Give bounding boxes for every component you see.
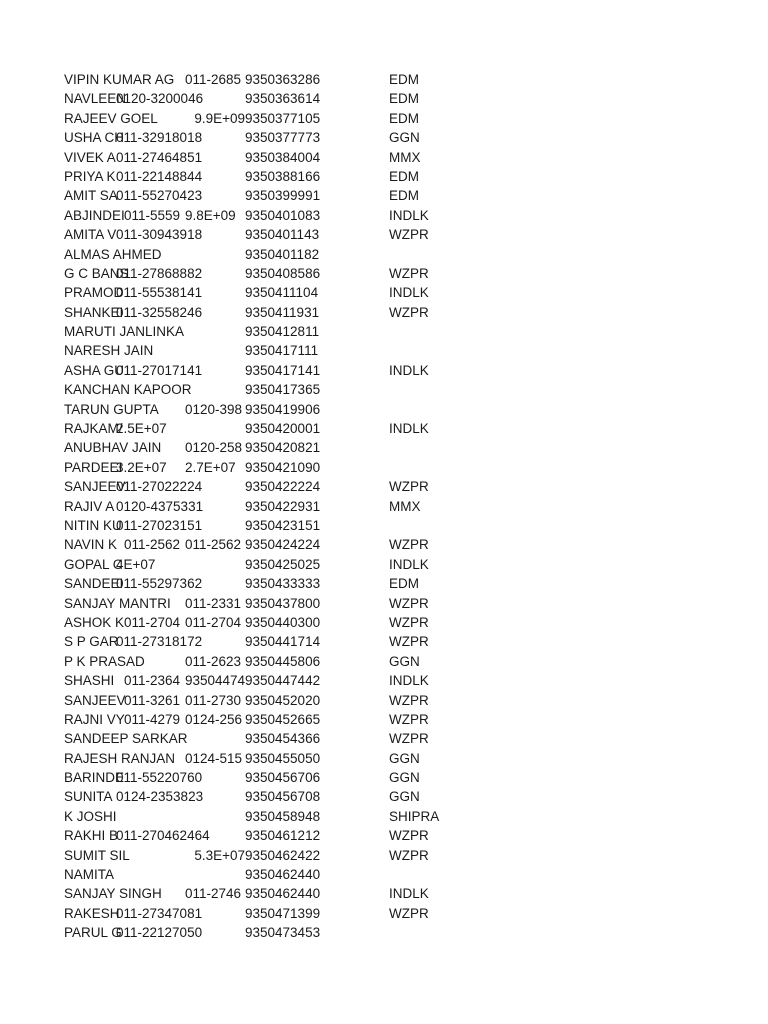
table-row — [0, 884, 768, 903]
area-cell: WZPR — [389, 905, 429, 921]
table-row — [0, 904, 768, 923]
phone-cell: 0124-2353823 — [116, 789, 204, 805]
table-row — [0, 148, 768, 167]
table-row — [0, 574, 768, 593]
mobile-cell: 9350377105 — [245, 110, 321, 126]
mobile-cell: 9350424224 — [245, 537, 321, 553]
name-cell: S P GAR — [64, 634, 119, 650]
mobile-cell: 9350399991 — [245, 188, 321, 204]
area-cell: WZPR — [389, 479, 429, 495]
name-cell: ABJINDEI — [64, 207, 125, 223]
table-row — [0, 535, 768, 554]
name-cell: K JOSHI — [64, 808, 117, 824]
name-cell: G C BANS — [64, 265, 129, 281]
name-cell: AMITA V — [64, 227, 117, 243]
mobile-cell: 9350433333 — [245, 576, 321, 592]
phone-cell: 011-2704 — [124, 614, 181, 630]
phone-alt-cell: 011-2730 — [185, 692, 242, 708]
name-cell: RAJIV A — [64, 498, 115, 514]
name-cell: P K PRASAD — [64, 653, 145, 669]
phone-cell: 011-27347081 — [116, 905, 203, 921]
name-cell: SANDEEP SARKAR — [64, 731, 188, 747]
name-cell: KANCHAN KAPOOR — [64, 382, 192, 398]
table-row — [0, 89, 768, 108]
area-cell: WZPR — [389, 692, 429, 708]
phone-cell: 011-55220760 — [116, 770, 203, 786]
mobile-cell: 9350462440 — [245, 867, 321, 883]
table-row — [0, 555, 768, 574]
phone-cell: 0120-4375331 — [116, 498, 204, 514]
name-cell: AMIT SA — [64, 188, 118, 204]
mobile-cell: 9350445806 — [245, 653, 321, 669]
name-cell: TARUN GUPTA — [64, 401, 159, 417]
table-row — [0, 846, 768, 865]
table-row — [0, 361, 768, 380]
mobile-cell: 9350456706 — [245, 770, 321, 786]
area-cell: EDM — [389, 110, 419, 126]
table-row — [0, 613, 768, 632]
area-cell: WZPR — [389, 227, 429, 243]
phone-cell: 5.3E+07 — [194, 847, 245, 863]
area-cell: WZPR — [389, 828, 429, 844]
name-cell: PRIYA K — [64, 168, 116, 184]
mobile-cell: 9350401143 — [245, 227, 320, 243]
phone-cell: 011-27318172 — [116, 634, 203, 650]
table-row — [0, 787, 768, 806]
table-row — [0, 671, 768, 690]
area-cell: INDLK — [389, 207, 429, 223]
name-cell: SHASHI — [64, 673, 115, 689]
phone-alt-cell: 011-2704 — [185, 614, 242, 630]
mobile-cell: 9350384004 — [245, 149, 321, 165]
phone-cell: 011-55297362 — [116, 576, 203, 592]
area-cell: GGN — [389, 130, 420, 146]
name-cell: RAJESH RANJAN — [64, 750, 176, 766]
phone-cell: 011-27464851 — [116, 149, 203, 165]
table-row — [0, 264, 768, 283]
mobile-cell: 9350377773 — [245, 130, 321, 146]
phone-alt-cell: 2.7E+07 — [185, 459, 236, 475]
table-row — [0, 458, 768, 477]
name-cell: NAVIN K — [64, 537, 118, 553]
phone-alt-cell: 93504474 — [185, 673, 245, 689]
name-cell: PARDEEI — [64, 459, 123, 475]
name-cell: ASHOK K — [64, 614, 125, 630]
phone-cell: 011-2331 — [185, 595, 242, 611]
phone-cell: 011-3261 — [124, 692, 181, 708]
area-cell: MMX — [389, 498, 421, 514]
area-cell: GGN — [389, 789, 420, 805]
area-cell: WZPR — [389, 265, 429, 281]
mobile-cell: 9350423151 — [245, 517, 321, 533]
table-row — [0, 167, 768, 186]
name-cell: PARUL G — [64, 925, 122, 941]
mobile-cell: 9350401182 — [245, 246, 320, 262]
mobile-cell: 9350401083 — [245, 207, 321, 223]
area-cell: MMX — [389, 149, 421, 165]
table-row — [0, 400, 768, 419]
mobile-cell: 9350363614 — [245, 91, 321, 107]
area-cell: INDLK — [389, 421, 429, 437]
phone-alt-cell: 011-2562 — [185, 537, 242, 553]
name-cell: RAJKAM/ — [64, 421, 123, 437]
mobile-cell: 9350462422 — [245, 847, 321, 863]
mobile-cell: 9350447442 — [245, 673, 321, 689]
name-cell: SANJAY SINGH — [64, 886, 162, 902]
area-cell: WZPR — [389, 304, 429, 320]
name-cell: NAMITA — [64, 867, 114, 883]
mobile-cell: 9350417111 — [245, 343, 319, 359]
area-cell: SHIPRA — [389, 808, 440, 824]
phone-cell: 011-32918018 — [116, 130, 203, 146]
phone-alt-cell: 0124-256 — [185, 711, 243, 727]
table-row — [0, 865, 768, 884]
phone-cell: 011-32558246 — [116, 304, 203, 320]
area-cell: WZPR — [389, 847, 429, 863]
mobile-cell: 9350412811 — [245, 324, 320, 340]
table-row — [0, 497, 768, 516]
table-row — [0, 322, 768, 341]
phone-cell: 011-2562 — [124, 537, 181, 553]
table-row — [0, 245, 768, 264]
mobile-cell: 9350417365 — [245, 382, 321, 398]
name-cell: BARINDE — [64, 770, 125, 786]
mobile-cell: 9350420001 — [245, 421, 321, 437]
area-cell: WZPR — [389, 537, 429, 553]
phone-cell: 011-2623 — [185, 653, 242, 669]
mobile-cell: 9350458948 — [245, 808, 321, 824]
table-row — [0, 710, 768, 729]
table-row — [0, 225, 768, 244]
phone-cell: 0120-398 — [185, 401, 243, 417]
area-cell: EDM — [389, 576, 419, 592]
table-row — [0, 206, 768, 225]
name-cell: RAKHI B — [64, 828, 119, 844]
table-row — [0, 826, 768, 845]
name-cell: SUMIT SIL — [64, 847, 130, 863]
mobile-cell: 9350411931 — [245, 304, 320, 320]
mobile-cell: 9350452665 — [245, 711, 321, 727]
phone-cell: 011-5559 — [124, 207, 181, 223]
mobile-cell: 9350425025 — [245, 556, 321, 572]
mobile-cell: 9350417141 — [245, 362, 321, 378]
phone-cell: 4E+07 — [116, 556, 156, 572]
name-cell: NAVLEEN — [64, 91, 127, 107]
name-cell: RAJEEV GOEL — [64, 110, 158, 126]
area-cell: WZPR — [389, 634, 429, 650]
area-cell: WZPR — [389, 731, 429, 747]
phone-cell: 3.2E+07 — [116, 459, 167, 475]
area-cell: EDM — [389, 168, 419, 184]
name-cell: MARUTI JANLINKA — [64, 324, 185, 340]
name-cell: VIVEK A — [64, 149, 116, 165]
mobile-cell: 9350437800 — [245, 595, 321, 611]
mobile-cell: 9350456708 — [245, 789, 321, 805]
mobile-cell: 9350422931 — [245, 498, 321, 514]
phone-cell: 011-27017141 — [116, 362, 203, 378]
table-row — [0, 109, 768, 128]
name-cell: GOPAL C — [64, 556, 123, 572]
name-cell: SANJAY MANTRI — [64, 595, 171, 611]
phone-cell: 011-22148844 — [116, 168, 203, 184]
table-row — [0, 283, 768, 302]
phone-cell: 011-55270423 — [116, 188, 203, 204]
table-row — [0, 691, 768, 710]
mobile-cell: 9350455050 — [245, 750, 321, 766]
table-row — [0, 419, 768, 438]
name-cell: SANJEEV — [64, 692, 126, 708]
area-cell: WZPR — [389, 614, 429, 630]
phone-cell: 011-22127050 — [116, 925, 203, 941]
phone-cell: 011-27022224 — [116, 479, 203, 495]
phone-cell: 011-27023151 — [116, 517, 203, 533]
area-cell: INDLK — [389, 285, 429, 301]
table-row — [0, 341, 768, 360]
mobile-cell: 9350454366 — [245, 731, 321, 747]
table-row — [0, 768, 768, 787]
name-cell: NARESH JAIN — [64, 343, 154, 359]
table-row — [0, 729, 768, 748]
mobile-cell: 9350388166 — [245, 168, 321, 184]
table-row — [0, 923, 768, 942]
name-cell: SUNITA — [64, 789, 113, 805]
table-row — [0, 594, 768, 613]
area-cell: EDM — [389, 72, 419, 87]
area-cell: GGN — [389, 653, 420, 669]
name-cell: SANJEEV — [64, 479, 126, 495]
area-cell: GGN — [389, 770, 420, 786]
table-row — [0, 632, 768, 651]
phone-cell: 011-2364 — [124, 673, 181, 689]
name-cell: ANUBHAV JAIN — [64, 440, 162, 456]
name-cell: SHANKEI — [64, 304, 124, 320]
phone-cell: 011-30943918 — [116, 227, 203, 243]
name-cell: RAJNI VY — [64, 711, 125, 727]
mobile-cell: 9350471399 — [245, 905, 321, 921]
phone-cell: 0120-258 — [185, 440, 243, 456]
mobile-cell: 9350363286 — [245, 72, 321, 87]
phone-cell: 011-270462464 — [116, 828, 210, 844]
mobile-cell: 9350408586 — [245, 265, 321, 281]
table-row — [0, 652, 768, 671]
table-row — [0, 380, 768, 399]
table-row — [0, 70, 768, 89]
table-row — [0, 303, 768, 322]
mobile-cell: 9350411104 — [245, 285, 319, 301]
phone-cell: 0124-515 — [185, 750, 243, 766]
table-row — [0, 186, 768, 205]
mobile-cell: 9350422224 — [245, 479, 321, 495]
mobile-cell: 9350461212 — [245, 828, 321, 844]
name-cell: NITIN KU — [64, 517, 122, 533]
mobile-cell: 9350441714 — [245, 634, 321, 650]
table-row — [0, 516, 768, 535]
contact-list — [0, 70, 768, 943]
mobile-cell: 9350452020 — [245, 692, 321, 708]
table-row — [0, 807, 768, 826]
area-cell: EDM — [389, 91, 419, 107]
name-cell: ALMAS AHMED — [64, 246, 162, 262]
area-cell: INDLK — [389, 362, 429, 378]
area-cell: EDM — [389, 188, 419, 204]
phone-cell: 011-4279 — [124, 711, 181, 727]
table-row — [0, 438, 768, 457]
table-row — [0, 749, 768, 768]
phone-cell: 011-2746 — [185, 886, 242, 902]
mobile-cell: 9350440300 — [245, 614, 321, 630]
name-cell: PRAMOD — [64, 285, 124, 301]
area-cell: WZPR — [389, 595, 429, 611]
area-cell: WZPR — [389, 711, 429, 727]
mobile-cell: 9350420821 — [245, 440, 321, 456]
phone-cell: 011-27868882 — [116, 265, 203, 281]
area-cell: INDLK — [389, 886, 429, 902]
area-cell: GGN — [389, 750, 420, 766]
mobile-cell: 9350419906 — [245, 401, 321, 417]
phone-cell: 011-55538141 — [116, 285, 203, 301]
phone-alt-cell: 9.8E+09 — [185, 207, 236, 223]
area-cell: INDLK — [389, 673, 429, 689]
phone-cell: 2.5E+07 — [116, 421, 167, 437]
table-row — [0, 477, 768, 496]
name-cell: VIPIN KUMAR AG — [64, 72, 175, 87]
area-cell: INDLK — [389, 556, 429, 572]
name-cell: SANDEEI — [64, 576, 124, 592]
phone-cell: 9.9E+09 — [194, 110, 245, 126]
phone-cell: 0120-3200046 — [116, 91, 204, 107]
mobile-cell: 9350462440 — [245, 886, 321, 902]
phone-cell: 011-2685 — [185, 72, 242, 87]
table-row — [0, 128, 768, 147]
name-cell: USHA CH — [64, 130, 125, 146]
mobile-cell: 9350421090 — [245, 459, 321, 475]
mobile-cell: 9350473453 — [245, 925, 321, 941]
name-cell: ASHA GU — [64, 362, 125, 378]
name-cell: RAKESH — [64, 905, 120, 921]
